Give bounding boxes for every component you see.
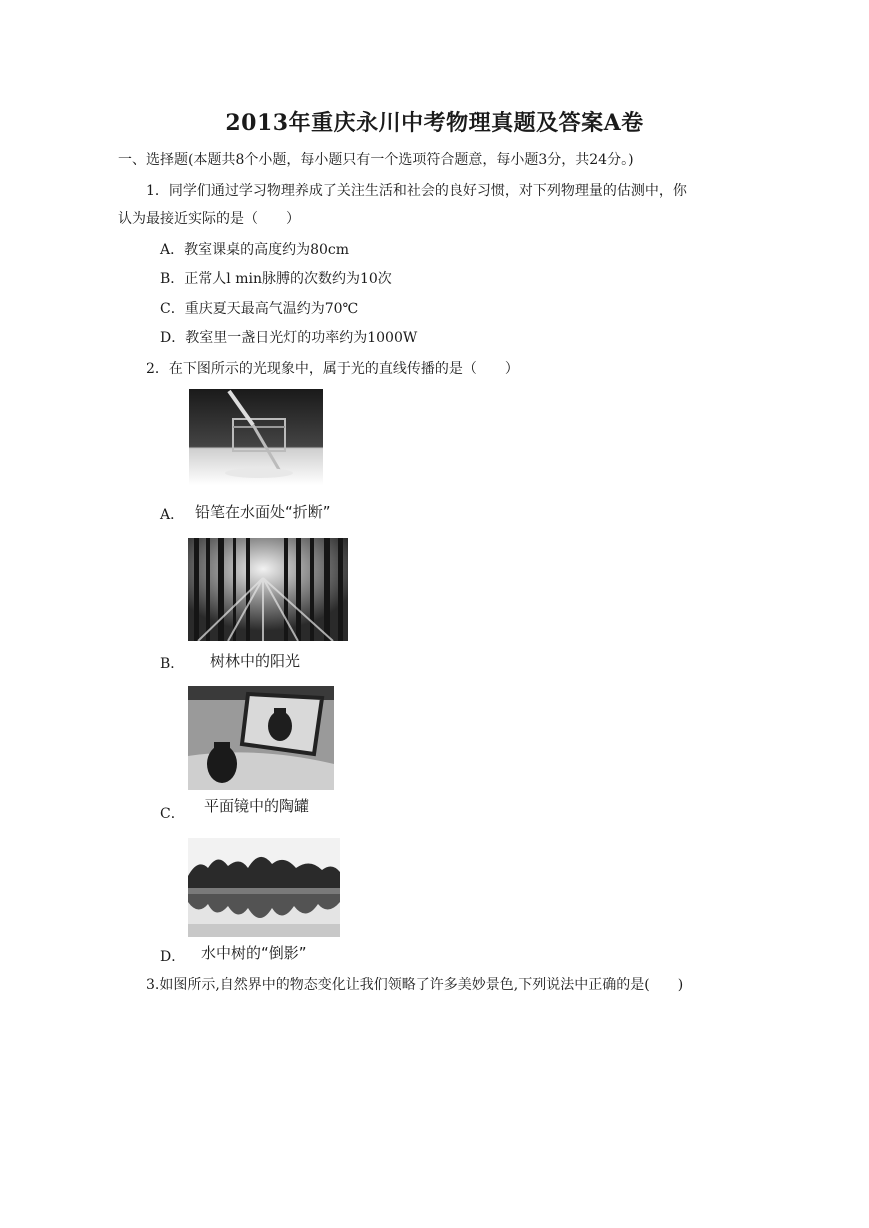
page-title: 2013年重庆永川中考物理真题及答案A卷 [225,110,644,136]
question-2-option-b-letter: B． [160,656,185,672]
question-2-option-d-letter: D． [160,949,186,965]
question-1-option-b: B．正常人l min脉膊的次数约为10次 [160,271,392,287]
question-2-option-b-caption: 树林中的阳光 [210,652,301,670]
question-2-option-d-caption: 水中树的“倒影” [201,944,307,962]
tree-reflection-image [188,838,340,937]
question-1-option-d: D．教室里一盏日光灯的功率约为1000W [160,330,418,346]
section-heading: 一、选择题(本题共8个小题，每小题只有一个选项符合题意，每小题3分，共24分。) [118,152,634,168]
question-2-stem: 2．在下图所示的光现象中，属于光的直线传播的是（ ） [146,361,519,377]
pencil-in-water-image [189,389,323,485]
question-1-option-c: C．重庆夏天最高气温约为70℃ [160,301,359,317]
question-1-stem-line1: 1．同学们通过学习物理养成了关注生活和社会的良好习惯，对下列物理量的估测中，你 [146,183,687,199]
question-2-option-a-letter: A． [160,507,185,523]
question-3-stem: 3.如图所示,自然界中的物态变化让我们领略了许多美妙景色,下列说法中正确的是( ) [146,977,684,993]
mirror-jar-image [188,686,334,790]
question-2-option-c-caption: 平面镜中的陶罐 [204,797,310,815]
question-2-option-a-caption: 铅笔在水面处“折断” [195,503,331,521]
forest-sunlight-image [188,538,348,641]
question-1-stem-line2: 认为最接近实际的是（ ） [118,211,300,227]
question-2-option-c-letter: C． [160,806,185,822]
question-1-option-a: A．教室课桌的高度约为80cm [160,242,350,258]
